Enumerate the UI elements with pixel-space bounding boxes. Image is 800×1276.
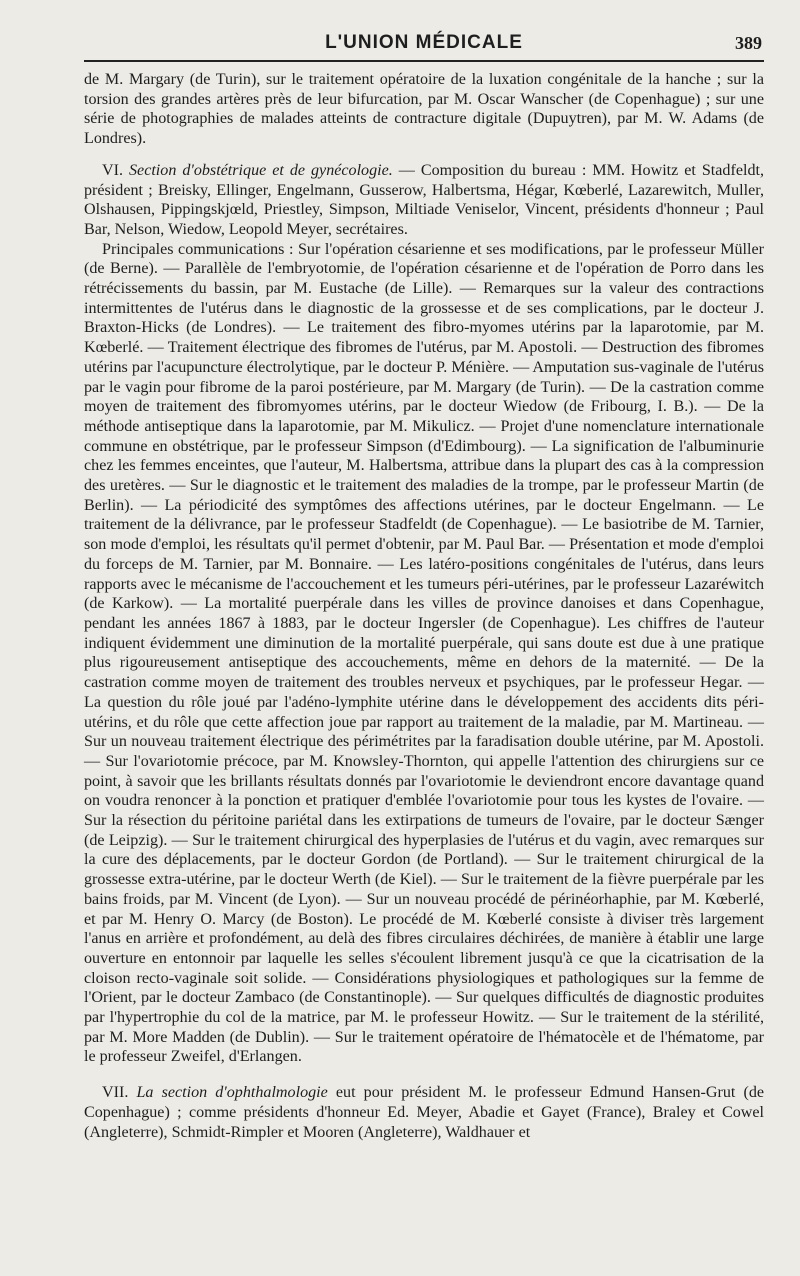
section-number: VII. [102, 1084, 129, 1102]
paragraph-communications [84, 240, 764, 1068]
paragraph-continuation [84, 70, 764, 149]
paragraph-section-vii [84, 1083, 764, 1142]
section-title: Section d'obstétrique et de gynécologie. [129, 161, 393, 179]
running-header [84, 30, 764, 62]
paragraph-section-vi [84, 161, 764, 240]
article-body [84, 70, 764, 1142]
running-title: L'UNION MÉDICALE [325, 32, 523, 53]
section-title: La section d'ophthalmologie [136, 1084, 328, 1102]
page-number: 389 [735, 33, 762, 53]
paragraph-text: — Composition du bureau : MM. Howitz et Stadfeldt, président ; Breisky, Ellinger, Engelmann, Gusserow, Halbertsma, Hégar, Kœberlé, Lazarewitch, Muller, Olshausen, Pippingskjœld, Priestley, Simpson, Miltiade Veniselor, Vincent, présidents d'honneur ; Paul Bar, Nelson, Wiedow, Leopold Meyer, secrétaires. [84, 161, 764, 238]
paragraph-text: de M. Margary (de Turin), sur le traitement opératoire de la luxation congénitale de la hanche ; sur la torsion des grandes artères près de leur bifurcation, par M. Oscar Wanscher (de Copenhague) ; sur une série de photographies de malades atteints de contracture digitale (Dupuytren), par M. W. Adams (de Londres). [84, 71, 764, 148]
paragraph-text: Principales communications : Sur l'opération césarienne et ses modifications, par le professeur Müller (de Berne). — Parallèle de l'embryotomie, de l'opération césarienne et de l'opération de Porro dans les rétrécissements du bassin, par M. Eustache (de Lille). — Remarques sur la valeur des contractions intermittentes de l'utérus dans le diagnostic de la grossesse et de ses complications, par le docteur J. Braxton-Hicks (de Londres). — Le traitement des fibro-myomes utérins par la laparotomie, par M. Kœberlé. — Traitement électrique des fibromes de l'utérus, par M. Apostoli. — Destruction des fibromes utérins par l'acupuncture électrolytique, par le docteur P. Ménière. — Amputation sus-vaginale de l'utérus par le vagin pour fibrome de la paroi postérieure, par M. Margary (de Turin). — De la castration comme moyen de traitement des fibromyomes utérins, par le docteur Wiedow (de Fribourg, I. B.). — De la méthode antiseptique dans la laparotomie, par M. Mikulicz. — Projet d'une nomenclature internationale commune en obstétrique, par le professeur Simpson (d'Edimbourg). — La signification de l'albuminurie chez les femmes enceintes, que l'auteur, M. Halbertsma, attribue dans la plupart des cas à la compression des uretères. — Sur le diagnostic et le traitement des maladies de la trompe, par le professeur Martin (de Berlin). — La périodicité des symptômes des affections utérines, par le docteur Engelmann. — Le traitement de la délivrance, par le professeur Stadfeldt (de Copenhague). — Le basiotribe de M. Tarnier, son mode d'emploi, les résultats qu'il permet d'obtenir, par M. Paul Bar. — Présentation et mode d'emploi du forceps de M. Tarnier, par M. Bonnaire. — Les latéro-positions congénitales de l'utérus, dans leurs rapports avec le mécanisme de l'accouchement et les tumeurs péri-utérines, par le professeur Lazaréwitch (de Karkow). — La mortalité puerpérale dans les villes de province danoises et dans Copenhague, pendant les années 1867 à 1883, par le docteur Ingersler (de Copenhague). Les chiffres de l'auteur indiquent évidemment une diminution de la mortalité puerpérale, qui sans doute est due à une pratique plus rigoureusement antiseptique des accouchements, même en dehors de la maternité. — De la castration comme moyen de traitement des troubles nerveux et psychiques, par le professeur Hegar. — La question du rôle joué par l'adéno-lymphite utérine dans le développement des accidents dits péri-utérins, et du rôle que cette affection joue par rapport au traitement de la maladie, par M. Martineau. — Sur un nouveau traitement électrique des périmétrites par la faradisation double utérine, par M. Apostoli. — Sur l'ovariotomie précoce, par M. Knowsley-Thornton, qui appelle l'attention des chirurgiens sur ce point, à savoir que les brillants résultats donnés par l'ovariotomie le deviendront encore davantage quand on voudra renoncer à la ponction et pratiquer d'emblée l'ovariotomie pour tous les kystes de l'ovaire. — Sur la résection du péritoine pariétal dans les extirpations de tumeurs de l'ovaire, par le docteur Sænger (de Leipzig). — Sur le traitement chirurgical des hyperplasies de l'utérus et du vagin, avec remarques sur la cure des déplacements, par le docteur Gordon (de Portland). — Sur le traitement chirurgical de la grossesse extra-utérine, par le docteur Werth (de Kiel). — Sur le traitement de la fièvre puerpérale par les bains froids, par M. Vincent (de Lyon). — Sur un nouveau procédé de périnéorhaphie, par M. Kœberlé, et par M. Henry O. Marcy (de Boston). Le procédé de M. Kœberlé consiste à diviser très largement l'anus en arrière et profondément, au delà des fibres circulaires déchirées, de manière à établir une large ouverture en entonnoir par laquelle les selles s'écoulent librement jusqu'à ce que la cicatrisation de la cloison recto-vaginale soit solide. — Considérations physiologiques et pathologiques sur la femme de l'Orient, par le docteur Zambaco (de Constantinople). — Sur quelques difficultés de diagnostic produites par l'hypertrophie du col de la matrice, par M. le professeur Howitz. — Sur le traitement de la stérilité, par M. More Madden (de Dublin). — Sur le traitement opératoire de l'hématocèle et de l'hématome, par le professeur Zweifel, d'Erlangen. [84, 240, 764, 1066]
section-number: VI. [102, 161, 124, 179]
paragraph-text: eut pour président M. le professeur Edmund Hansen-Grut (de Copenhague) ; comme présidents d'honneur Ed. Meyer, Abadie et Gayet (France), Braley et Cowel (Angleterre), Schmidt-Rimpler et Mooren (Angleterre), Waldhauer et [84, 1084, 765, 1141]
